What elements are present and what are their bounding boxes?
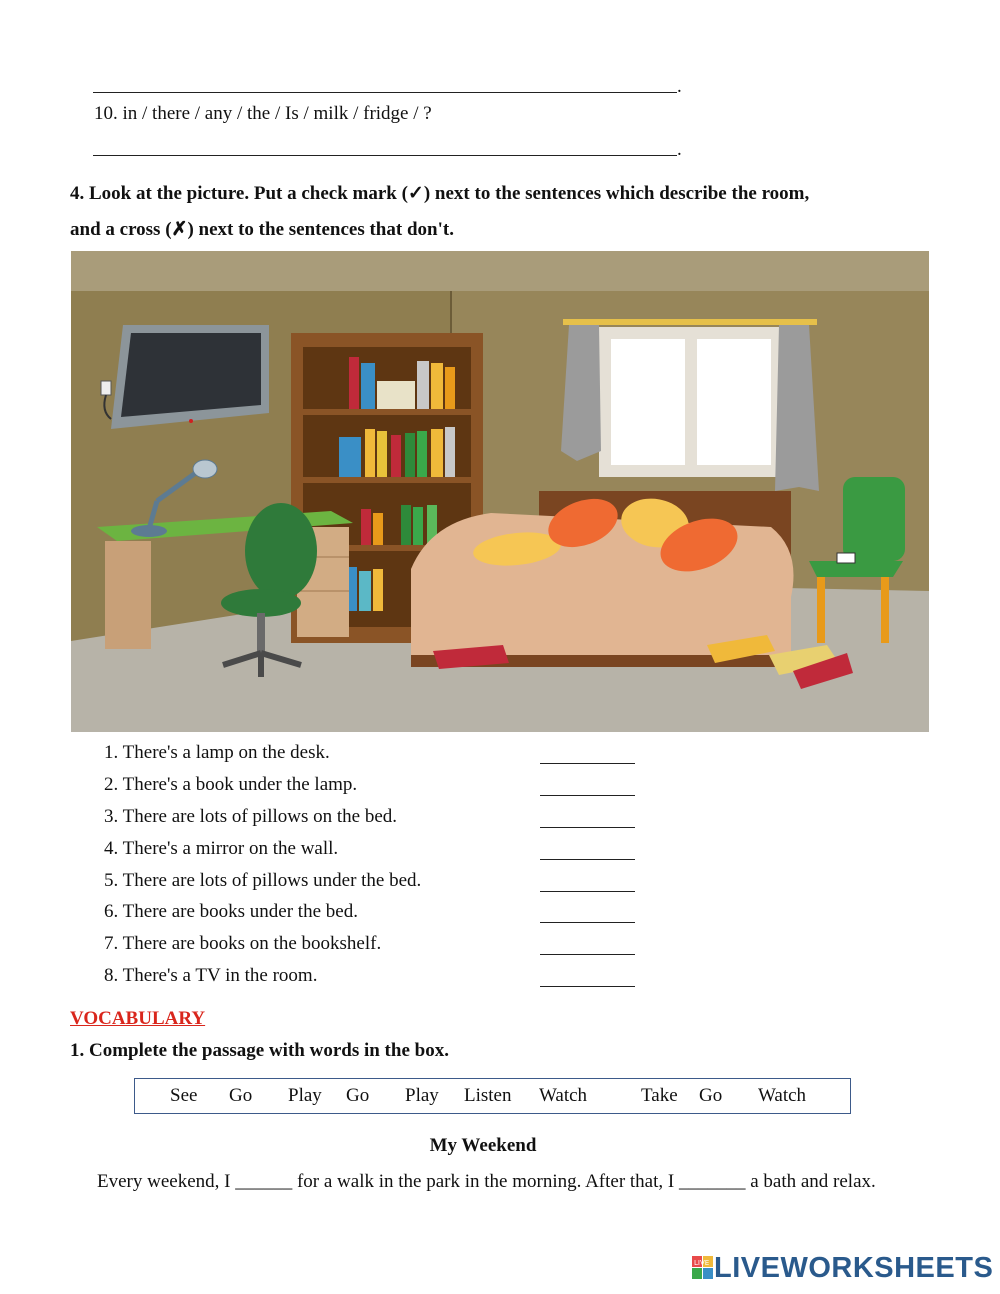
exercise4-instruction-line1: 4. Look at the picture. Put a check mark (✓) next to the sentences which describe the room,	[70, 183, 810, 204]
statement-4: 4. There's a mirror on the wall.	[104, 838, 339, 859]
statement-6: 6. There are books under the bed.	[104, 901, 358, 922]
live-badge-text: LIVE	[694, 1259, 710, 1267]
answer-line-10-period: .	[677, 139, 682, 160]
vocabulary-heading: VOCABULARY	[70, 1008, 206, 1029]
word-box-item: Listen	[464, 1085, 512, 1106]
word-box-item: Watch	[758, 1085, 807, 1106]
word-box-item: Take	[641, 1085, 678, 1106]
answer-line-9-period: .	[677, 76, 682, 97]
answer-blank-4[interactable]	[540, 859, 635, 860]
word-box-item: Watch	[539, 1085, 588, 1106]
statement-7: 7. There are books on the bookshelf.	[104, 933, 382, 954]
answer-line-10[interactable]	[93, 155, 677, 156]
live-badge-icon	[692, 1256, 714, 1280]
exercise4-instruction-line2: and a cross (✗) next to the sentences that don't.	[70, 219, 454, 240]
word-box-item: See	[170, 1085, 198, 1106]
statement-2: 2. There's a book under the lamp.	[104, 774, 358, 795]
word-box	[134, 1078, 851, 1114]
answer-blank-1[interactable]	[540, 763, 635, 764]
statement-8: 8. There's a TV in the room.	[104, 965, 318, 986]
bedroom-illustration	[71, 251, 929, 732]
answer-blank-5[interactable]	[540, 891, 635, 892]
answer-line-9[interactable]	[93, 92, 677, 93]
liveworksheets-logo	[692, 1252, 993, 1284]
answer-blank-7[interactable]	[540, 954, 635, 955]
word-box-item: Go	[699, 1085, 723, 1106]
answer-blank-3[interactable]	[540, 827, 635, 828]
answer-blank-8[interactable]	[540, 986, 635, 987]
vocab-exercise1-instruction: 1. Complete the passage with words in the box.	[70, 1040, 449, 1061]
answer-blank-6[interactable]	[540, 922, 635, 923]
statement-1: 1. There's a lamp on the desk.	[104, 742, 330, 763]
word-box-item: Go	[346, 1085, 370, 1106]
statement-5: 5. There are lots of pillows under the bed.	[104, 870, 422, 891]
word-box-item: Play	[288, 1085, 322, 1106]
window	[561, 319, 819, 491]
brand-name: LIVEWORKSHEETS	[714, 1251, 994, 1284]
tv	[101, 325, 269, 429]
word-box-item: Go	[229, 1085, 253, 1106]
word-box-item: Play	[405, 1085, 439, 1106]
answer-blank-2[interactable]	[540, 795, 635, 796]
statement-3: 3. There are lots of pillows on the bed.	[104, 806, 398, 827]
exercise3-item-10: 10. in / there / any / the / Is / milk / fridge / ?	[94, 103, 432, 124]
passage-text: Every weekend, I ______ for a walk in the park in the morning. After that, I _______ a bath and relax.	[97, 1171, 876, 1192]
passage-title: My Weekend	[429, 1135, 537, 1156]
